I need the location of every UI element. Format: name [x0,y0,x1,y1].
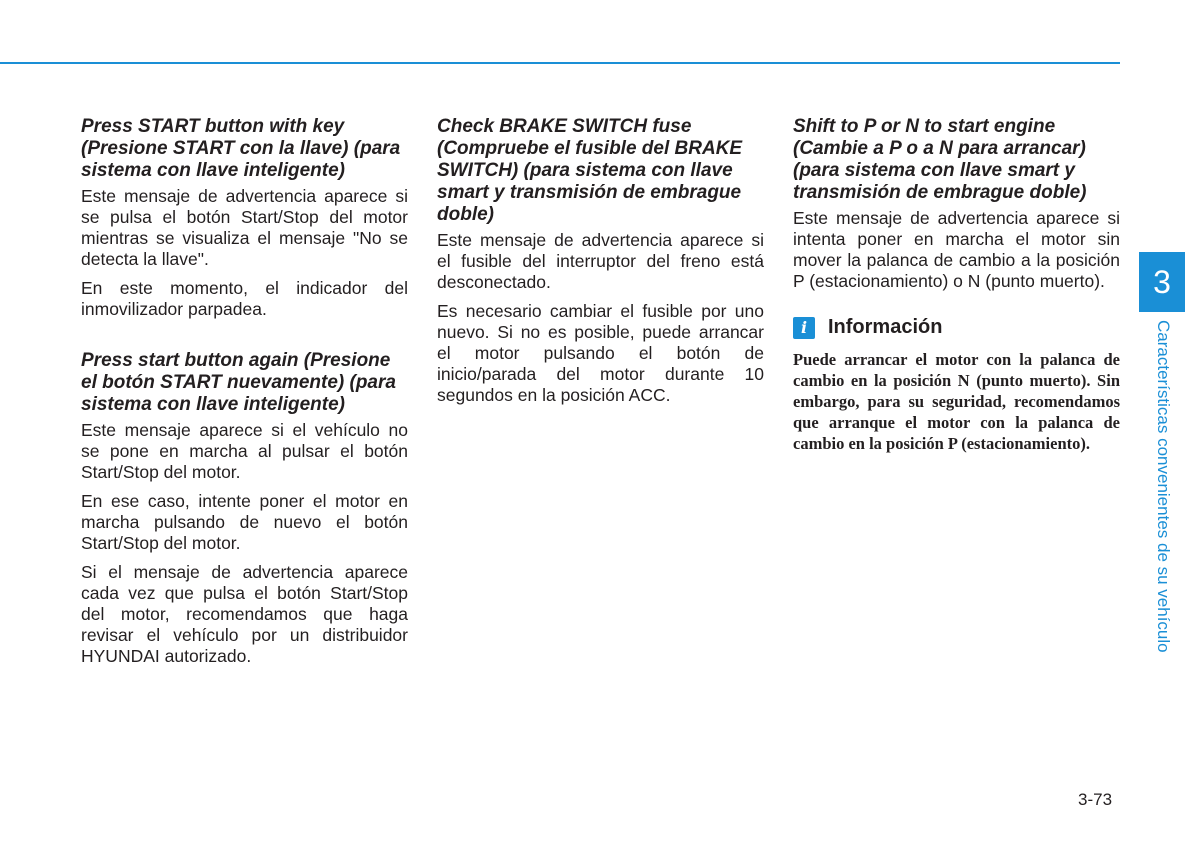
section-spacer [81,328,408,350]
section-heading: Check BRAKE SWITCH fuse (Compruebe el fusible del BRAKE SWITCH) (para sistema con llave smart y transmisión de embrague doble) [437,116,743,225]
chapter-side-title: Características convenientes de su vehículo [1154,320,1173,653]
column-2 [437,116,764,414]
info-body: Puede arrancar el motor con la palanca de cambio en la posición N (punto muerto). Sin embargo, para su seguridad, recomendamos que arranque el motor con la palanca de cambio en la posición P (estacionamiento). [793,350,1120,453]
paragraph: En ese caso, intente poner el motor en marcha pulsando de nuevo el botón Start/Stop del motor. [81,491,408,553]
page-number: 3-73 [1078,790,1113,809]
section-heading: Shift to P or N to start engine (Cambie a P o a N para arrancar) (para sistema con llave smart y transmisión de embrague doble) [793,116,1087,203]
section-heading: Press START button with key (Presione START con la llave) (para sistema con llave inteligente) [81,116,401,181]
column-1 [81,116,408,675]
chapter-tab: 3 [1139,252,1185,312]
paragraph: Si el mensaje de advertencia aparece cada vez que pulsa el botón Start/Stop del motor, recomendamos que haga revisar el vehículo por un distribuidor HYUNDAI autorizado. [81,562,408,666]
paragraph: Este mensaje de advertencia aparece si el fusible del interruptor del freno está desconectado. [437,230,764,292]
header-rule [0,62,1120,64]
paragraph: Es necesario cambiar el fusible por uno nuevo. Si no es posible, puede arrancar el motor pulsando el botón de inicio/parada del motor durante 10 segundos en la posición ACC. [437,301,764,405]
info-box-header [793,316,1120,339]
info-icon: i [793,317,815,339]
paragraph: Este mensaje aparece si el vehículo no se pone en marcha al pulsar el botón Start/Stop del motor. [81,420,408,482]
paragraph: Este mensaje de advertencia aparece si se pulsa el botón Start/Stop del motor mientras se visualiza el mensaje "No se detecta la llave". [81,186,408,269]
paragraph: Este mensaje de advertencia aparece si intenta poner en marcha el motor sin mover la palanca de cambio a la posición P (estacionamiento) o N (punto muerto). [793,208,1120,291]
column-3 [793,116,1120,454]
info-title: Información [828,316,943,338]
section-heading: Press start button again (Presione el botón START nuevamente) (para sistema con llave inteligente) [81,350,396,415]
paragraph: En este momento, el indicador del inmovilizador parpadea. [81,278,408,319]
